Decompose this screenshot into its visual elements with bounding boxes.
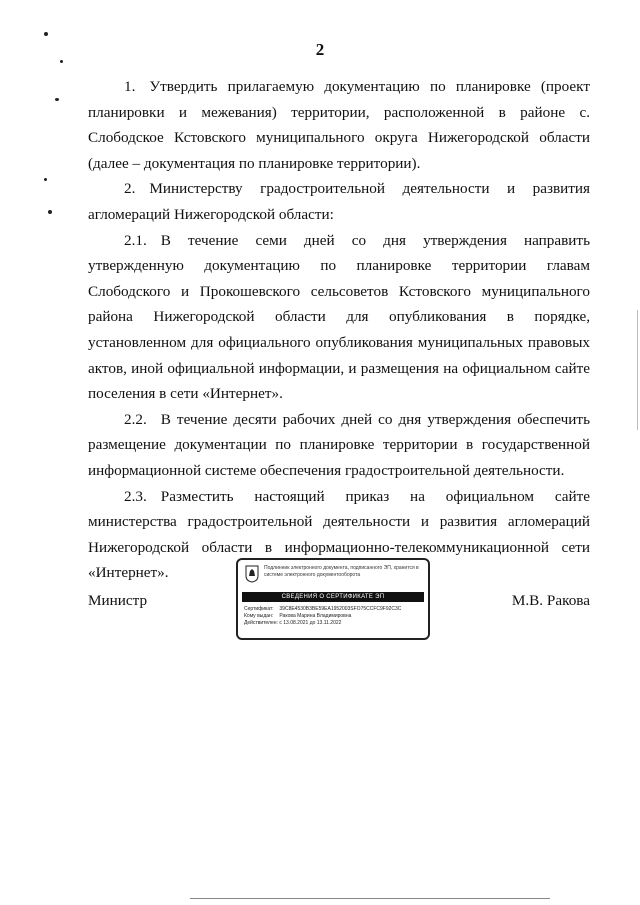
stamp-notice: Подлинник электронного документа, подписанного ЭП, хранится в системе электронного документооборота: [264, 565, 419, 578]
signatory-name: М.В. Ракова: [511, 592, 590, 609]
stamp-cert-label: Сертификат:: [244, 606, 274, 612]
stamp-details: [244, 606, 424, 627]
paragraph-text: Разместить настоящий приказ на официальном сайте министерства градостроительной деятельности и развития агломераций Нижегородской области в информационно-телекоммуникационной сети «Интернет».: [88, 487, 590, 582]
stamp-owner-row: [244, 613, 424, 620]
signatory-position: Министр: [88, 592, 148, 609]
paragraph-number: 2.2.: [124, 410, 147, 428]
paragraph-2: [88, 176, 590, 227]
stamp-valid-value: с 13.08.2021 до 13.11.2022: [279, 620, 342, 626]
paragraph-text: В течение десяти рабочих дней со дня утверждения обеспечить размещение документации по планировке территории в государственной информационной системе обеспечения градостроительной деятельности.: [88, 410, 590, 479]
scan-bottom-line: [190, 898, 550, 899]
page-number: 2: [315, 40, 325, 59]
scan-edge-shadow: [637, 310, 638, 430]
paragraph-2-1: [88, 228, 590, 407]
stamp-cert-value: 39C8E4530B3BE59EA1952003SFO75CCFC9F92C3C: [279, 606, 402, 612]
stamp-banner: СВЕДЕНИЯ О СЕРТИФИКАТЕ ЭП: [242, 592, 424, 602]
stamp-owner-label: Кому выдан:: [244, 613, 274, 619]
paragraph-text: В течение семи дней со дня утверждения направить утвержденную документацию по планировке территории главам Слободского и Прокошевского сельсоветов Кстовского муниципального района Нижегородской области для опубликования в порядке, установленном для официального опубликования муниципальных правовых актов, иной официальной информации, и размещения на официальном сайте поселения в сети «Интернет».: [88, 231, 590, 403]
paragraph-number: 2.: [124, 180, 136, 198]
stamp-owner-value: Ракова Марина Владимировна: [279, 613, 352, 619]
document-body: [88, 74, 590, 586]
paragraph-number: 2.1.: [124, 231, 147, 249]
stamp-valid-row: [244, 620, 424, 627]
paragraph-text: Утвердить прилагаемую документацию по планировке (проект планировки и межевания) территории, расположенной в районе с. Слободское Кстовского муниципального округа Нижегородской области (далее – документация по планировке территории).: [88, 78, 590, 172]
stamp-valid-label: Действителен:: [244, 620, 278, 626]
paragraph-number: 2.3.: [124, 487, 147, 505]
stamp-cert-row: [244, 606, 424, 613]
paragraph-1: [88, 74, 590, 176]
paragraph-number: 1.: [124, 78, 136, 95]
paragraph-2-2: [88, 407, 590, 484]
paragraph-text: Министерству градостроительной деятельности и развития агломераций Нижегородской области:: [88, 180, 590, 223]
coat-of-arms-icon: [245, 565, 259, 583]
electronic-signature-stamp: [236, 558, 430, 640]
